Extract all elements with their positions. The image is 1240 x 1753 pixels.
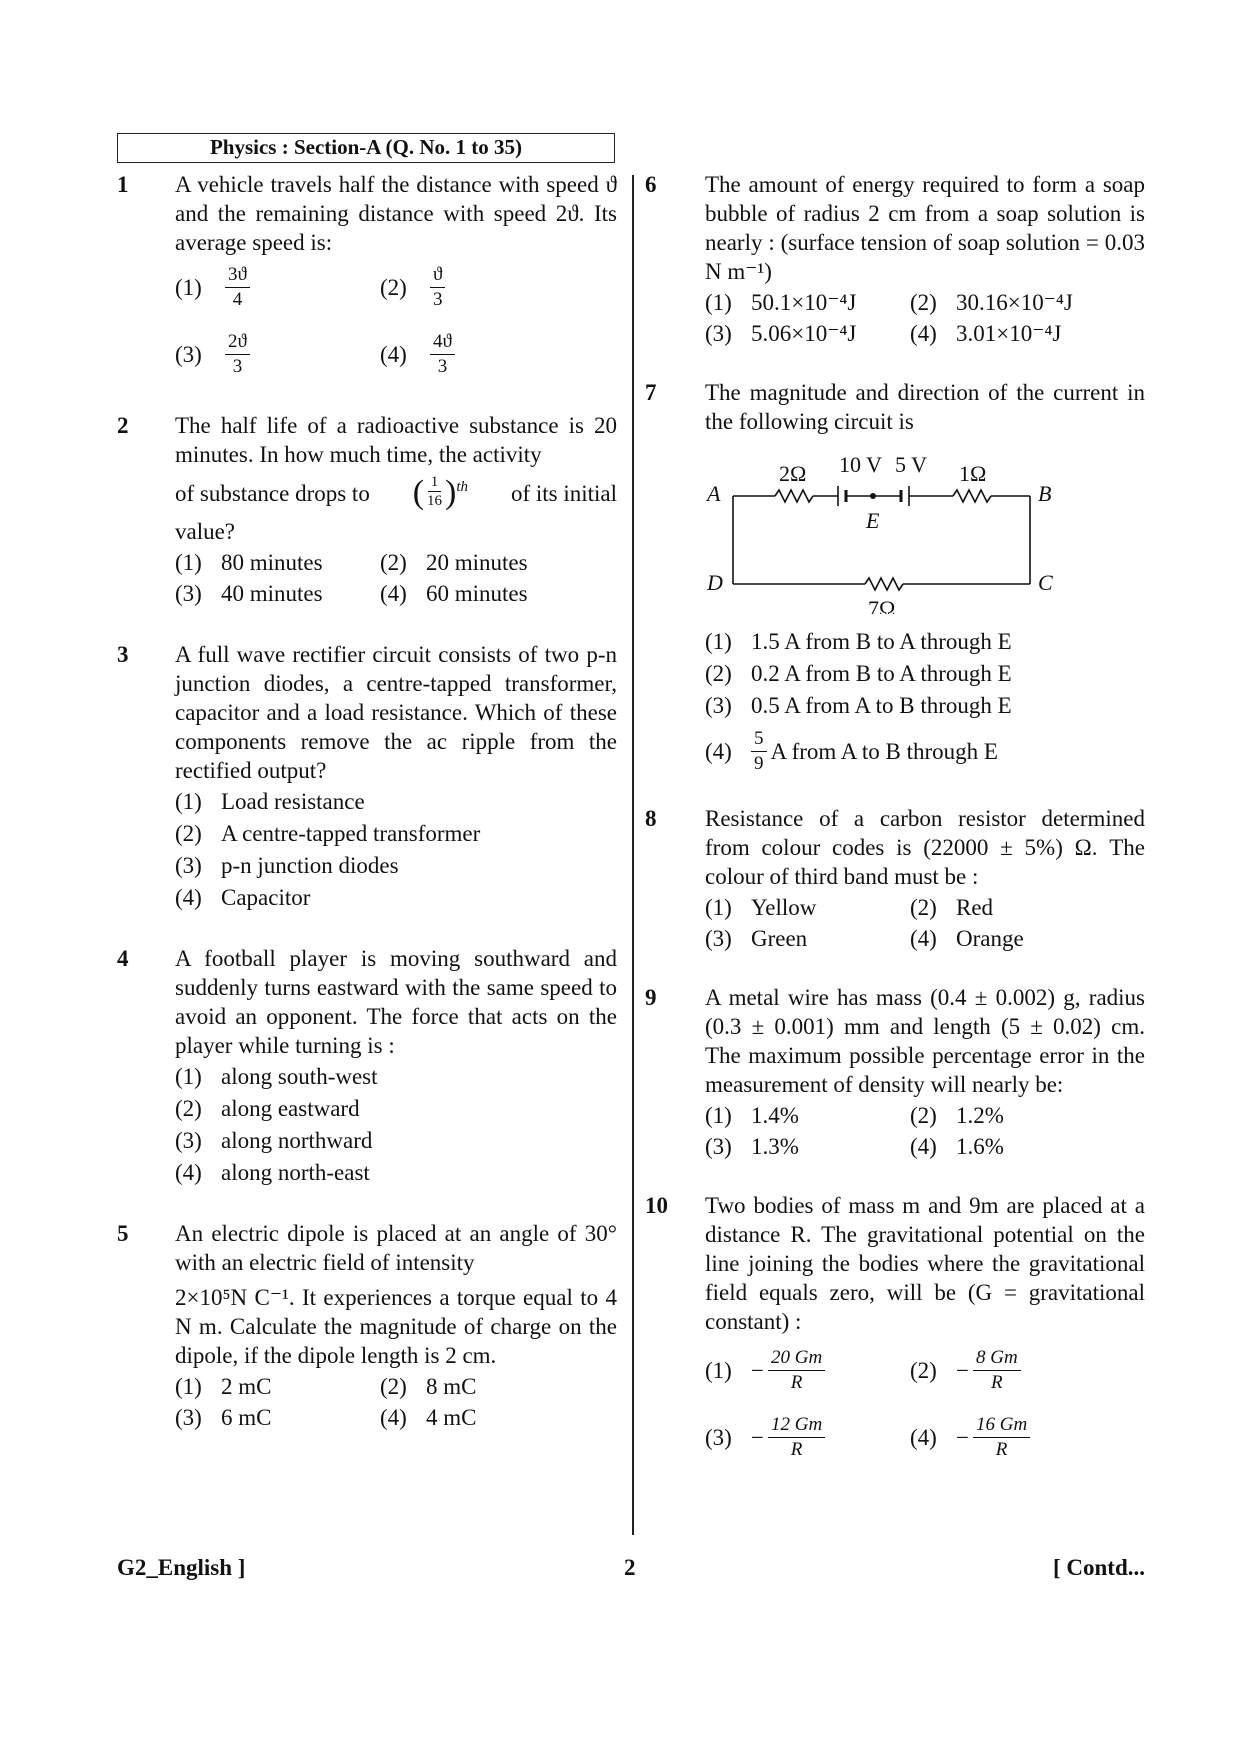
footer-code: G2_English ] bbox=[117, 1555, 246, 1580]
question-number: 6 bbox=[645, 172, 657, 197]
question-text: A full wave rectifier circuit consists of two p-n junction diodes, a centre-tapped transformer, capacitor and a load resistance. Which of these components remove the ac ripple from the rectified output? bbox=[175, 642, 617, 783]
section-title: Physics : Section-A (Q. No. 1 to 35) bbox=[117, 133, 615, 163]
question-9 bbox=[645, 983, 1145, 1161]
option-2[interactable]: (2) Red bbox=[910, 895, 994, 920]
option-4[interactable]: (4) Orange bbox=[910, 926, 1024, 951]
question-text: An electric dipole is placed at an angle of 30° with an electric field of intensity bbox=[175, 1221, 617, 1275]
option-2[interactable]: (2) 8 mC bbox=[380, 1374, 477, 1399]
option-4[interactable]: (4) 1.6% bbox=[910, 1134, 1004, 1159]
option-1[interactable]: (1) along south-west bbox=[175, 1064, 378, 1089]
question-text: Two bodies of mass m and 9m are placed at a distance R. The gravitational potential on the line joining the bodies where the gravitational field equals zero, will be (G = gravitational constant) : bbox=[705, 1193, 1145, 1334]
option-2[interactable]: (2) 30.16×10⁻⁴J bbox=[910, 290, 1073, 315]
question-number: 10 bbox=[645, 1193, 668, 1218]
question-text-cont: 2×10⁵N C⁻¹. It experiences a torque equal to 4 N m. Calculate the magnitude of charge on the dipole, if the dipole length is 2 cm. bbox=[175, 1285, 617, 1368]
battery-10v-label: 10 V bbox=[839, 452, 882, 477]
option-3[interactable]: (3) $\frac{2ϑ}{3}$ bbox=[175, 330, 380, 379]
question-text: A vehicle travels half the distance with speed ϑ and the remaining distance with speed 2ϑ. Its average speed is: bbox=[175, 172, 617, 255]
option-3[interactable]: (3) 1.3% bbox=[705, 1134, 799, 1159]
question-text: The half life of a radioactive substance is 20 minutes. In how much time, the activity bbox=[175, 413, 617, 467]
footer-contd: [ Contd... bbox=[1052, 1555, 1145, 1580]
option-1[interactable]: (1) 1.4% bbox=[705, 1103, 799, 1128]
question-text: The magnitude and direction of the current in the following circuit is bbox=[705, 380, 1145, 434]
resistor-2-label: 2Ω bbox=[779, 461, 807, 486]
option-2[interactable]: (2) 0.2 A from B to A through E bbox=[705, 661, 1012, 686]
option-1[interactable]: (1) $\frac{3ϑ}{4}$ bbox=[175, 263, 380, 312]
option-3[interactable]: (3) along northward bbox=[175, 1128, 373, 1153]
option-4[interactable]: (4) 3.01×10⁻⁴J bbox=[910, 321, 1062, 346]
option-3[interactable]: (3) Green bbox=[705, 926, 808, 951]
question-text: A metal wire has mass (0.4 ± 0.002) g, radius (0.3 ± 0.001) mm and length (5 ± 0.02) cm. The maximum possible percentage error in the measurement of density will nearly be: bbox=[705, 985, 1145, 1097]
option-3[interactable]: (3) 40 minutes bbox=[175, 581, 323, 606]
right-column bbox=[645, 170, 1145, 1462]
question-number: 1 bbox=[117, 172, 129, 197]
option-2[interactable]: (2) 1.2% bbox=[910, 1103, 1004, 1128]
question-8 bbox=[645, 804, 1145, 953]
node-D-label: D bbox=[707, 570, 723, 595]
option-2[interactable]: (2) along eastward bbox=[175, 1096, 360, 1121]
resistor-7-label: 7Ω bbox=[868, 596, 896, 614]
option-4[interactable]: (4) $\frac{5}{9}$ A from A to B through E bbox=[705, 728, 998, 774]
option-1[interactable]: (1) − $\frac{20 Gm}{R}$ bbox=[705, 1346, 910, 1395]
resistor-1-label: 1Ω bbox=[959, 461, 987, 486]
question-number: 2 bbox=[117, 413, 129, 438]
column-divider bbox=[632, 175, 634, 1535]
question-3 bbox=[117, 640, 617, 912]
node-C-label: C bbox=[1038, 570, 1053, 595]
option-1[interactable]: (1) 50.1×10⁻⁴J bbox=[705, 290, 857, 315]
question-number: 8 bbox=[645, 806, 657, 831]
question-text: A football player is moving southward and suddenly turns eastward with the same speed to avoid an opponent. The force that acts on the player while turning is : bbox=[175, 946, 617, 1058]
question-10 bbox=[645, 1191, 1145, 1462]
option-3[interactable]: (3) 5.06×10⁻⁴J bbox=[705, 321, 857, 346]
question-7 bbox=[645, 378, 1145, 776]
option-4[interactable]: (4) $\frac{4ϑ}{3}$ bbox=[380, 330, 585, 379]
question-number: 4 bbox=[117, 946, 129, 971]
question-6 bbox=[645, 170, 1145, 348]
battery-5v-label: 5 V bbox=[895, 452, 927, 477]
option-4[interactable]: (4) along north-east bbox=[175, 1160, 370, 1185]
node-B-label: B bbox=[1038, 481, 1052, 506]
option-2[interactable]: (2) 20 minutes bbox=[380, 550, 528, 575]
option-1[interactable]: (1) Load resistance bbox=[175, 789, 365, 814]
option-2[interactable]: (2) A centre-tapped transformer bbox=[175, 821, 481, 846]
circuit-diagram bbox=[705, 444, 1125, 614]
question-2: 2 The half life of a radioactive substance is 20 minutes. In how much time, the activity of substance drops to ( $\frac{1}{16}$ ) th of its initial value? (1) 80 minutes (2) 20 minutes (3) 40 minutes (4) 60 minutes bbox=[117, 413, 617, 606]
option-3[interactable]: (3) p-n junction diodes bbox=[175, 853, 399, 878]
option-1[interactable]: (1) 2 mC bbox=[175, 1374, 272, 1399]
question-5 bbox=[117, 1219, 617, 1432]
option-1[interactable]: (1) Yellow bbox=[705, 895, 817, 920]
option-3[interactable]: (3) 6 mC bbox=[175, 1405, 272, 1430]
question-number: 7 bbox=[645, 380, 657, 405]
option-4[interactable]: (4) − $\frac{16 Gm}{R}$ bbox=[910, 1413, 1115, 1462]
question-text: The amount of energy required to form a soap bubble of radius 2 cm from a soap solution is nearly : (surface tension of soap solution = 0.03 N m⁻¹) bbox=[705, 172, 1145, 284]
page-number: 2 bbox=[624, 1555, 636, 1580]
option-1[interactable]: (1) 1.5 A from B to A through E bbox=[705, 629, 1012, 654]
option-4[interactable]: (4) 60 minutes bbox=[380, 581, 528, 606]
question-1 bbox=[117, 170, 617, 379]
option-3[interactable]: (3) − $\frac{12 Gm}{R}$ bbox=[705, 1413, 910, 1462]
question-number: 5 bbox=[117, 1221, 129, 1246]
option-2[interactable]: (2) − $\frac{8 Gm}{R}$ bbox=[910, 1346, 1115, 1395]
option-4[interactable]: (4) Capacitor bbox=[175, 885, 311, 910]
question-text: Resistance of a carbon resistor determined from colour codes is (22000 ± 5%) Ω. The colour of third band must be : bbox=[705, 806, 1145, 889]
question-number: 9 bbox=[645, 985, 657, 1010]
question-4 bbox=[117, 944, 617, 1187]
left-column bbox=[117, 170, 617, 1432]
option-3[interactable]: (3) 0.5 A from A to B through E bbox=[705, 693, 1012, 718]
option-4[interactable]: (4) 4 mC bbox=[380, 1405, 477, 1430]
question-number: 3 bbox=[117, 642, 129, 667]
option-1[interactable]: (1) 80 minutes bbox=[175, 550, 323, 575]
node-A-label: A bbox=[707, 481, 721, 506]
option-2[interactable]: (2) $\frac{ϑ}{3}$ bbox=[380, 263, 585, 312]
node-E-label: E bbox=[866, 508, 880, 533]
